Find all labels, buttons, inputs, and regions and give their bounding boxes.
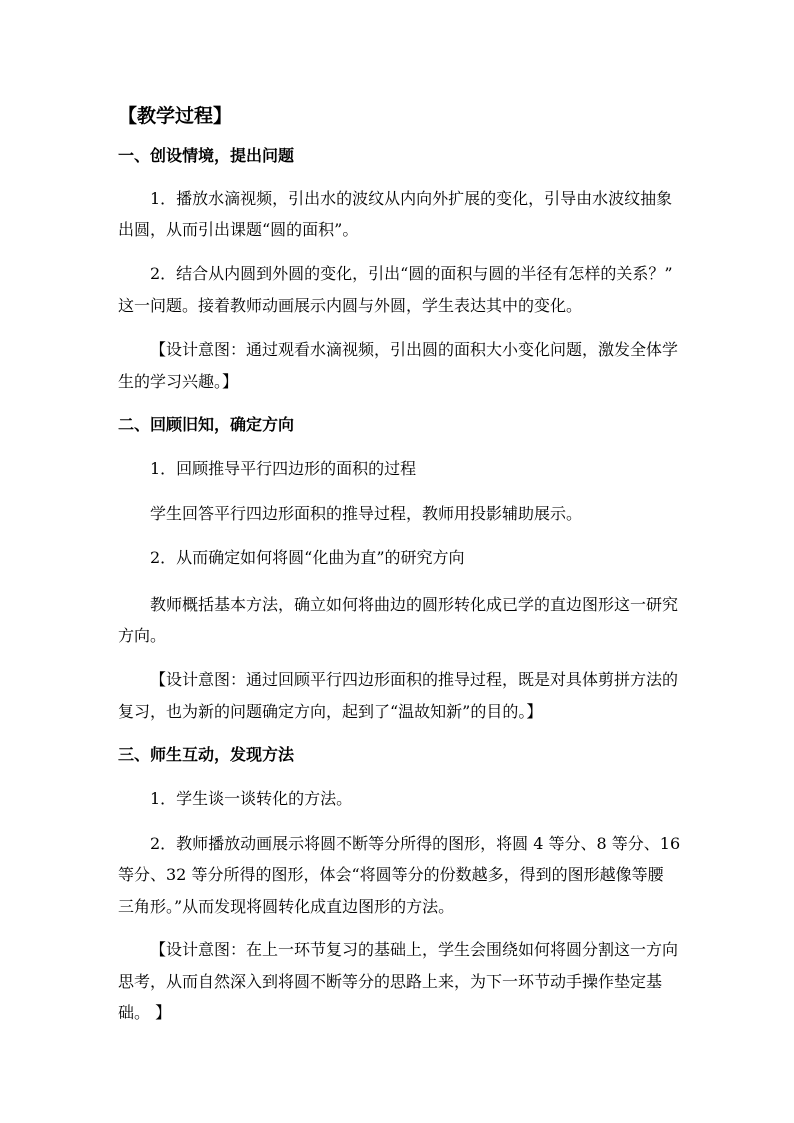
section-heading-2: 二、回顾旧知，确定方向 — [118, 415, 295, 434]
paragraph-line: 2．结合从内圆到外圆的变化，引出“圆的面积与圆的半径有怎样的关系？” — [150, 264, 673, 283]
design-intent-note: 【设计意图：在上一环节复习的基础上，学生会围绕如何将圆分割这一方向 — [150, 940, 679, 959]
design-intent-note: 【设计意图：通过回顾平行四边形面积的推导过程，既是对具体剪拼方法的 — [150, 670, 679, 689]
design-intent-note: 【设计意图：通过观看水滴视频，引出圆的面积大小变化问题，激发全体学 — [150, 340, 679, 359]
design-intent-note: 生的学习兴趣。】 — [118, 372, 239, 391]
section-heading-1: 一、创设情境，提出问题 — [118, 146, 295, 165]
paragraph-line: 2．教师播放动画展示将圆不断等分所得的图形，将圆 4 等分、8 等分、16 — [150, 834, 681, 853]
paragraph-line: 学生回答平行四边形面积的推导过程，教师用投影辅助展示。 — [150, 504, 583, 523]
paragraph-line: 方向。 — [118, 626, 167, 645]
document-title: 【教学过程】 — [118, 105, 233, 127]
paragraph-line: 三角形。”从而发现将圆转化成直边图形的方法。 — [118, 897, 455, 916]
paragraph-line: 1．学生谈一谈转化的方法。 — [150, 789, 353, 808]
design-intent-note: 础。 】 — [118, 1003, 172, 1022]
paragraph-line: 教师概括基本方法，确立如何将曲边的圆形转化成已学的直边图形这一研究 — [150, 595, 679, 614]
paragraph-line: 1．播放水滴视频，引出水的波纹从内向外扩展的变化，引导由水波纹抽象 — [150, 189, 673, 208]
paragraph-line: 1．回顾推导平行四边形的面积的过程 — [150, 459, 417, 478]
paragraph-line: 这一问题。接着教师动画展示内圆与外圆，学生表达其中的变化。 — [118, 296, 583, 315]
paragraph-line: 2．从而确定如何将圆“化曲为直”的研究方向 — [150, 548, 465, 567]
design-intent-note: 复习，也为新的问题确定方向，起到了“温故知新”的目的。】 — [118, 702, 543, 721]
paragraph-line: 等分、32 等分所得的图形，体会“将圆等分的份数越多，得到的图形越像等腰 — [118, 865, 664, 884]
paragraph-line: 出圆，从而引出课题“圆的面积”。 — [118, 220, 359, 239]
design-intent-note: 思考，从而自然深入到将圆不断等分的思路上来，为下一环节动手操作垫定基 — [118, 972, 663, 991]
section-heading-3: 三、师生互动，发现方法 — [118, 745, 295, 764]
